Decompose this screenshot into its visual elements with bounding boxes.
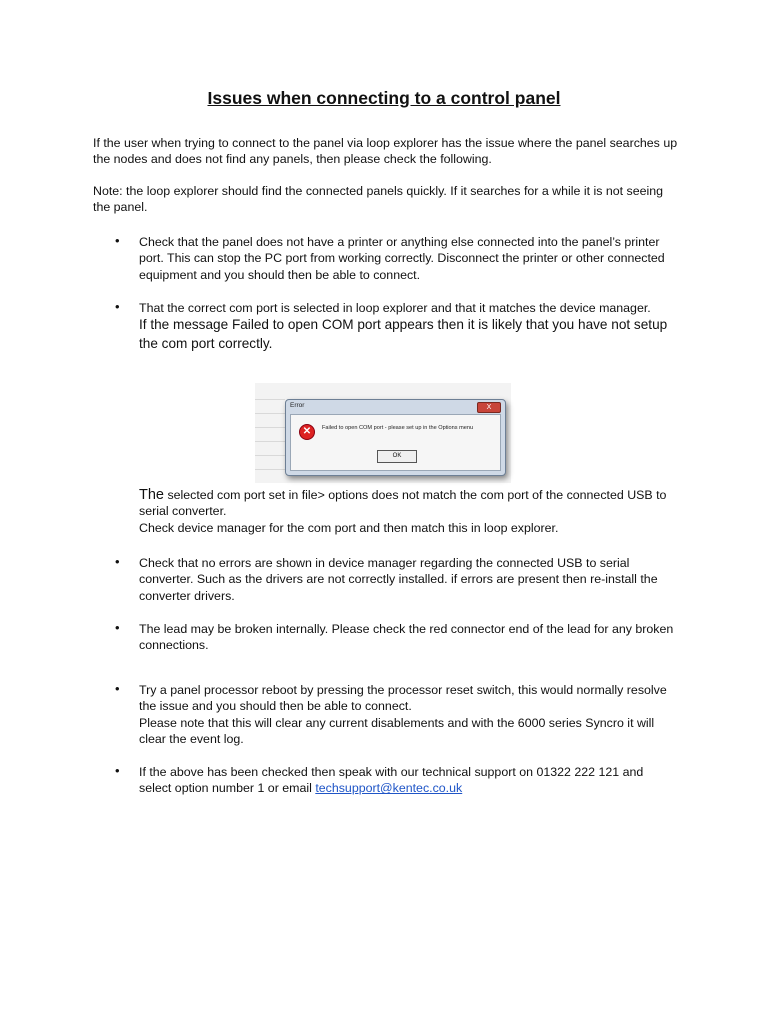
explanation-line-2: Check device manager for the com port and then match this in loop explorer. [139,520,559,535]
bullet-item-support [139,764,679,797]
dialog-body [290,414,501,471]
intro-paragraph: If the user when trying to connect to the panel via loop explorer has the issue where the panel searches up the nodes and does not find any panels, then please check the following. [93,136,678,167]
dialog-ok-button[interactable]: OK [377,450,417,463]
bullet-item-com-port-extra: If the message Failed to open COM port appears then it is likely that you have not setup the com port correctly. [139,317,668,351]
dialog-message: Failed to open COM port - please set up in the Options menu [322,425,474,431]
explanation-lead-word: The [139,487,164,503]
bullet-item-com-port-text: That the correct com port is selected in loop explorer and that it matches the device manager. [139,301,651,315]
bullet-marker: • [115,233,120,248]
error-icon: ✕ [299,424,315,440]
error-dialog [285,399,506,476]
bullet-item-lead: The lead may be broken internally. Please check the red connector end of the lead for any broken connections. [139,622,674,653]
bullet-item-com-port [139,300,679,353]
com-port-explanation [139,487,679,536]
bullet-marker: • [115,681,120,696]
note-paragraph: Note: the loop explorer should find the connected panels quickly. If it searches for a while it is not seeing the panel. [93,184,664,215]
bullet-item-device-manager: Check that no errors are shown in device manager regarding the connected USB to serial converter. Such as the drivers are not correctly installed. if errors are present then re-install the converter drivers. [139,556,658,603]
bullet-item-reboot-text: Try a panel processor reboot by pressing the processor reset switch, this would normally resolve the issue and you should then be able to connect. [139,683,667,714]
dialog-title: Error [290,402,305,409]
explanation-line-1: selected com port set in file> options does not match the com port of the connected USB to serial converter. [139,488,667,519]
bullet-marker: • [115,299,120,314]
bullet-item-reboot [139,682,679,747]
bullet-item-support-text: If the above has been checked then speak with our technical support on 01322 222 121 and select option number 1 or email [139,765,644,796]
support-email-link[interactable]: techsupport@kentec.co.uk [315,781,463,796]
page-title: Issues when connecting to a control panel [207,88,561,108]
dialog-close-button[interactable]: X [477,402,501,413]
bullet-item-reboot-extra: Please note that this will clear any current disablements and with the 6000 series Syncro it will clear the event log. [139,715,655,746]
bullet-marker: • [115,554,120,569]
bullet-marker: • [115,763,120,778]
bullet-marker: • [115,620,120,635]
bullet-item-printer: Check that the panel does not have a printer or anything else connected into the panel’s printer port. This can stop the PC port from working correctly. Disconnect the printer or other connected equipment and you should then be able to connect. [139,235,665,282]
